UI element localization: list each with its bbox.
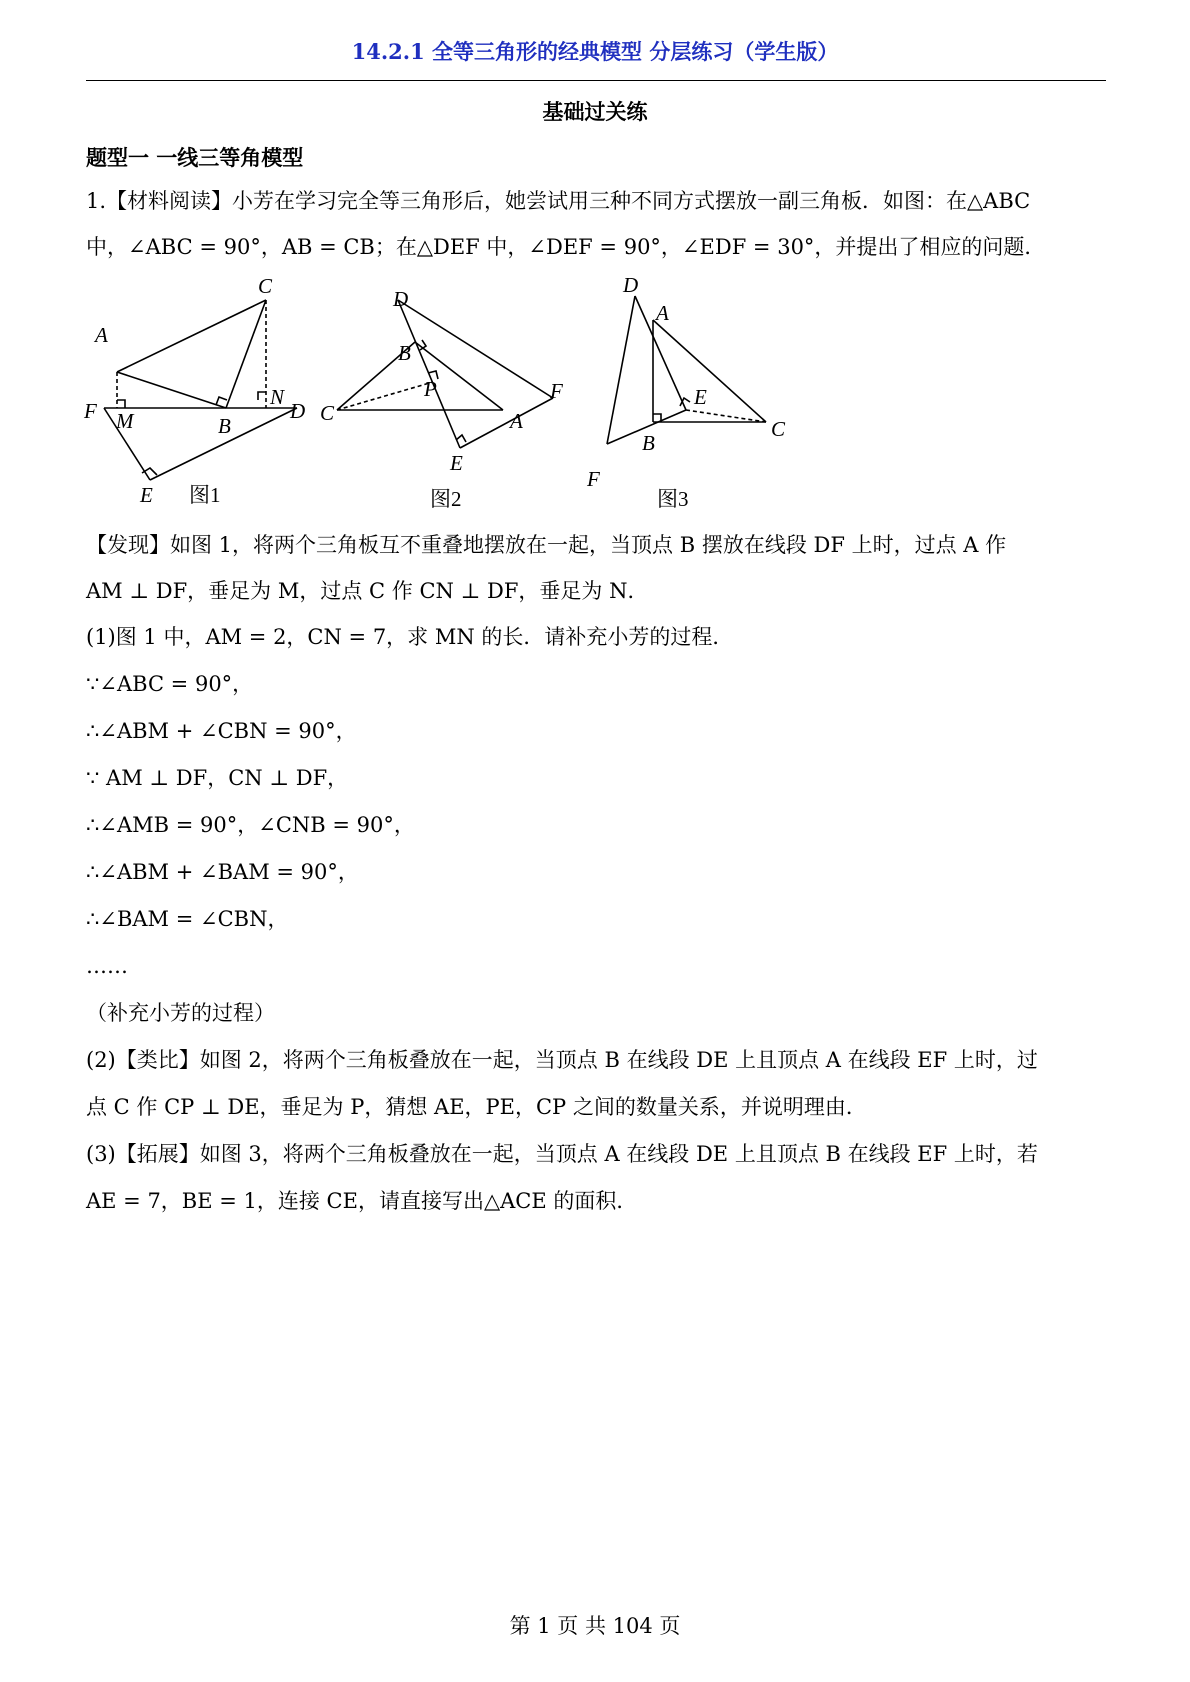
geometry-figures xyxy=(0,270,1190,520)
fig2-label-C: C xyxy=(320,401,335,425)
proof-step-1: ∵∠ABC = 90°， xyxy=(86,672,254,696)
intro-line-2: 中，∠ABC = 90°，AB = CB；在△DEF 中，∠DEF = 90°，∠EDF = 30°，并提出了相应的问题． xyxy=(86,235,1046,259)
fig3-label-B: B xyxy=(642,431,655,455)
question-3-line-2: AE = 7，BE = 1，连接 CE，请直接写出△ACE 的面积． xyxy=(86,1189,638,1213)
figure-1 xyxy=(104,300,297,480)
proof-step-5: ∴∠ABM + ∠BAM = 90°， xyxy=(86,860,359,884)
fig3-label-C: C xyxy=(771,417,786,441)
header-rule xyxy=(86,80,1106,81)
question-type-title: 题型一 一线三等角模型 xyxy=(86,145,304,170)
fig2-caption: 图2 xyxy=(430,487,462,511)
fig2-label-A: A xyxy=(510,409,523,433)
fig3-label-A: A xyxy=(656,301,669,325)
question-3-line-1: (3)【拓展】如图 3，将两个三角板叠放在一起，当顶点 A 在线段 DE 上且顶点 B 在线段 EF 上时，若 xyxy=(86,1142,1038,1166)
document-header-title: 14.2.1 全等三角形的经典模型 分层练习（学生版） xyxy=(351,39,839,64)
fig1-label-F: F xyxy=(84,399,97,423)
proof-supplement-note: （补充小芳的过程） xyxy=(86,1001,275,1025)
fig3-label-D: D xyxy=(623,273,639,297)
fig2-label-F: F xyxy=(550,379,563,403)
question-2-line-2: 点 C 作 CP ⊥ DE，垂足为 P，猜想 AE，PE，CP 之间的数量关系，并说明理由． xyxy=(86,1095,867,1119)
section-title: 基础过关练 xyxy=(542,99,648,124)
proof-step-6: ∴∠BAM = ∠CBN， xyxy=(86,907,289,931)
intro-line-1: 1.【材料阅读】小芳在学习完全等三角形后，她尝试用三种不同方式摆放一副三角板．如图：在△ABC xyxy=(86,189,1031,213)
question-1: (1)图 1 中，AM = 2，CN = 7，求 MN 的长．请补充小芳的过程． xyxy=(86,625,734,649)
fig1-label-C: C xyxy=(258,274,273,298)
discover-line-1: 【发现】如图 1，将两个三角板互不重叠地摆放在一起，当顶点 B 摆放在线段 DF 上时，过点 A 作 xyxy=(86,533,1007,557)
fig1-label-N: N xyxy=(270,385,285,409)
question-2-line-1: (2)【类比】如图 2，将两个三角板叠放在一起，当顶点 B 在线段 DE 上且顶点 A 在线段 EF 上时，过 xyxy=(86,1048,1038,1072)
fig1-label-M: M xyxy=(116,409,134,433)
fig2-label-P: P xyxy=(424,377,437,401)
page-footer: 第 1 页 共 104 页 xyxy=(509,1614,681,1638)
fig1-label-D: D xyxy=(290,399,306,423)
discover-line-2: AM ⊥ DF，垂足为 M，过点 C 作 CN ⊥ DF，垂足为 N． xyxy=(86,579,649,603)
proof-step-4: ∴∠AMB = 90°，∠CNB = 90°， xyxy=(86,813,415,837)
proof-step-2: ∴∠ABM + ∠CBN = 90°， xyxy=(86,719,357,743)
figure-3 xyxy=(607,296,766,444)
fig1-label-B: B xyxy=(218,414,231,438)
fig1-label-A: A xyxy=(95,323,108,347)
proof-step-3: ∵ AM ⊥ DF，CN ⊥ DF， xyxy=(86,766,349,790)
fig1-caption: 图1 xyxy=(189,483,221,507)
fig1-label-E: E xyxy=(140,483,153,507)
fig2-label-E: E xyxy=(450,451,463,475)
proof-ellipsis: …… xyxy=(86,954,128,978)
fig3-caption: 图3 xyxy=(657,487,689,511)
fig3-label-F: F xyxy=(587,467,600,491)
fig3-label-E: E xyxy=(694,385,707,409)
fig2-label-B: B xyxy=(398,341,411,365)
fig2-label-D: D xyxy=(393,287,409,311)
